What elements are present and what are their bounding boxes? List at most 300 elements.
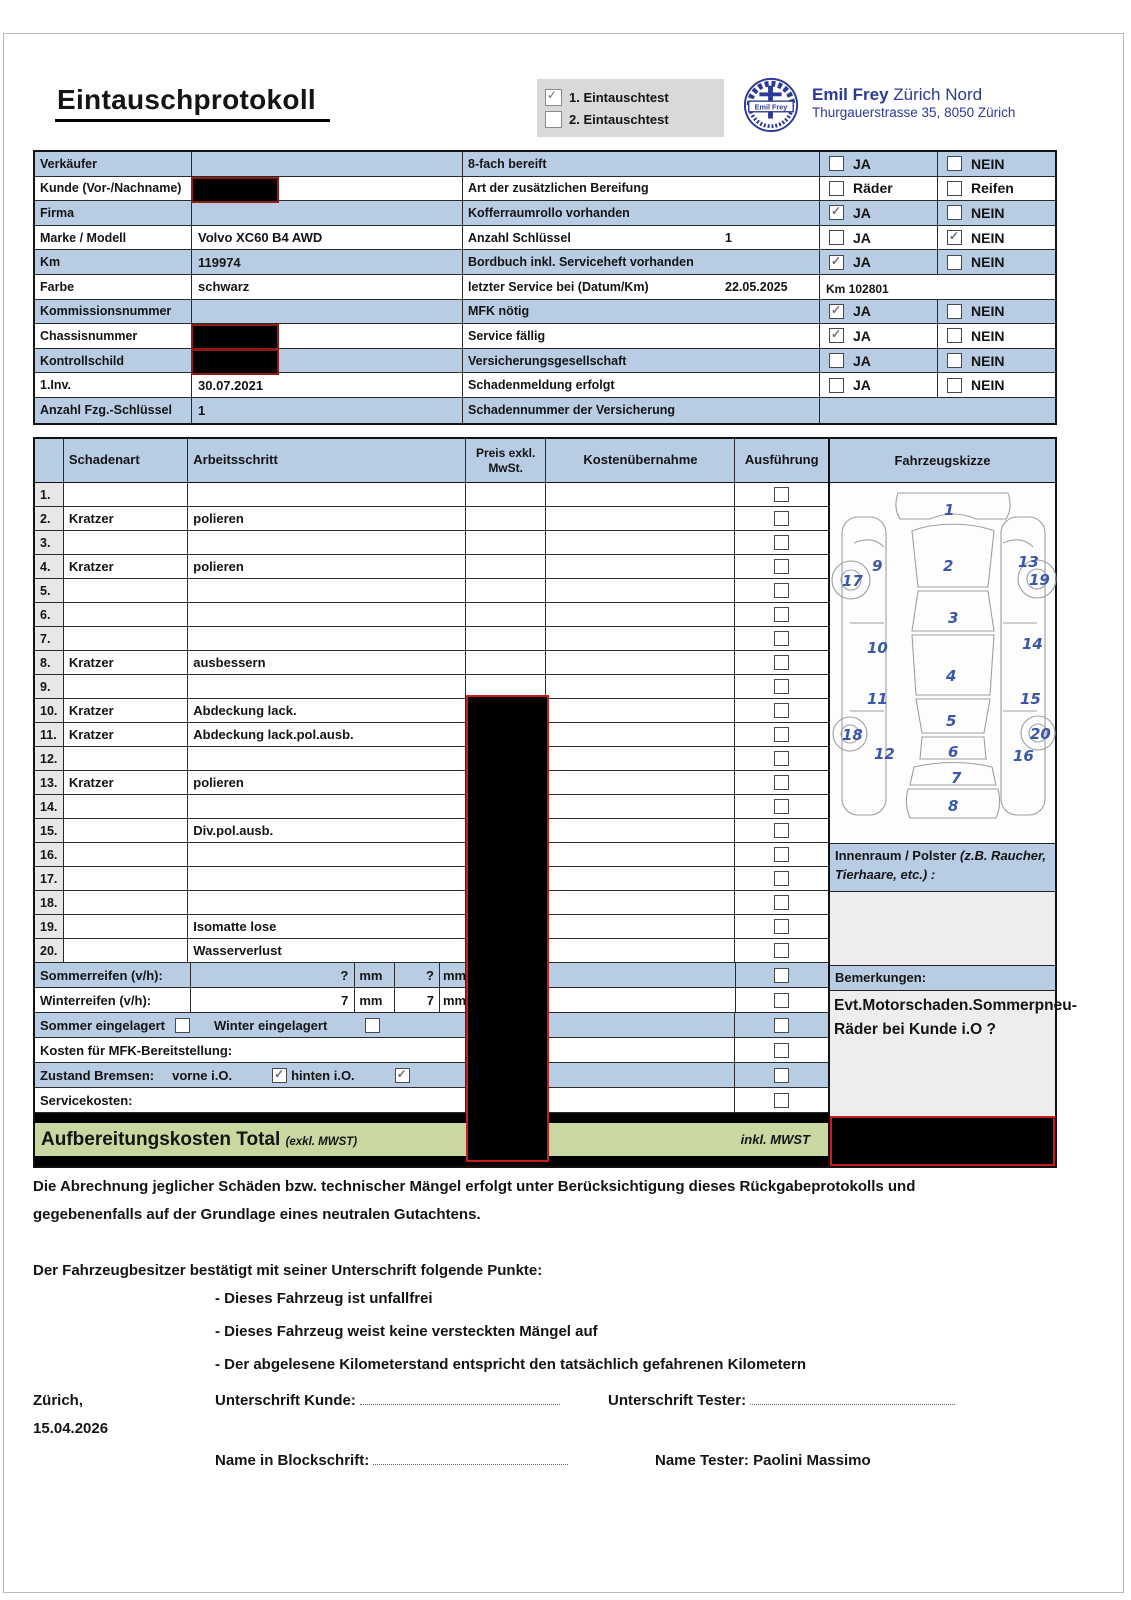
- ausfuehrung-checkbox[interactable]: [774, 583, 789, 598]
- kosten-cell[interactable]: [546, 795, 735, 818]
- winterreifen-row: [35, 988, 828, 1013]
- ausfuehrung-checkbox[interactable]: [774, 775, 789, 790]
- option-nein: [937, 250, 1055, 274]
- kosten-cell[interactable]: [546, 915, 735, 938]
- ausfuehrung-cell: [735, 555, 828, 578]
- ausfuehrung-cell: [736, 963, 829, 987]
- page-title: Eintauschprotokoll: [55, 84, 330, 122]
- ausfuehrung-checkbox[interactable]: [774, 919, 789, 934]
- punkt-item: - Der abgelesene Kilometerstand entspricht den tatsächlich gefahrenen Kilometern: [215, 1356, 806, 1373]
- schadenart-cell[interactable]: [64, 675, 188, 698]
- mm-unit: mm: [355, 963, 395, 987]
- info-mid-cell: [463, 275, 820, 299]
- arbeitsschritt-cell[interactable]: Wasserverlust: [188, 939, 466, 962]
- innenraum-hint: (z.B. Raucher, Tierhaare, etc.) :: [835, 848, 1046, 882]
- option-ja: [820, 152, 937, 176]
- ausfuehrung-cell: [736, 988, 829, 1012]
- ja-checkbox[interactable]: [829, 378, 844, 393]
- svg-text:1: 1: [944, 501, 955, 519]
- bestaetigung-punkte: [215, 1290, 806, 1389]
- nein-checkbox[interactable]: [947, 328, 962, 343]
- redaction-box: [191, 324, 279, 350]
- kosten-cell: [546, 1038, 735, 1062]
- ja-checkbox[interactable]: [829, 205, 844, 220]
- svg-text:2: 2: [943, 557, 954, 575]
- ausfuehrung-checkbox[interactable]: [774, 1043, 789, 1058]
- eingelagert-cell: [35, 1013, 466, 1037]
- ausfuehrung-checkbox[interactable]: [774, 655, 789, 670]
- ja-checkbox[interactable]: [829, 304, 844, 319]
- winter-eingelagert-checkbox[interactable]: [365, 1018, 380, 1033]
- ja-checkbox[interactable]: [829, 181, 844, 196]
- kosten-cell[interactable]: [546, 747, 735, 770]
- kosten-cell[interactable]: [546, 531, 735, 554]
- ausfuehrung-checkbox[interactable]: [774, 727, 789, 742]
- servicekosten-row: [35, 1088, 828, 1113]
- ja-label: JA: [853, 303, 871, 320]
- schadenart-cell[interactable]: [64, 483, 188, 506]
- info-value-field[interactable]: [192, 275, 463, 299]
- info-options-cell: [820, 373, 1055, 397]
- svg-text:12: 12: [874, 745, 895, 763]
- option-ja: [820, 373, 937, 397]
- ausfuehrung-checkbox[interactable]: [774, 703, 789, 718]
- kosten-cell[interactable]: [546, 483, 735, 506]
- damage-row: [35, 771, 828, 795]
- kosten-cell[interactable]: [546, 867, 735, 890]
- nein-label: NEIN: [971, 229, 1005, 246]
- ausfuehrung-checkbox[interactable]: [774, 607, 789, 622]
- mfk-kosten-row: [35, 1038, 828, 1063]
- schadenart-cell[interactable]: [64, 627, 188, 650]
- nein-checkbox[interactable]: [947, 181, 962, 196]
- schadenart-cell[interactable]: [64, 891, 188, 914]
- info-label: Kunde (Vor-/Nachname): [35, 177, 192, 201]
- ausfuehrung-checkbox[interactable]: [774, 871, 789, 886]
- info-mid-label: Schadenmeldung erfolgt: [468, 378, 615, 393]
- sommer-eingelagert-checkbox[interactable]: [175, 1018, 190, 1033]
- arbeitsschritt-cell[interactable]: [188, 603, 466, 626]
- damage-rows: [35, 483, 828, 963]
- mm-unit: mm: [440, 988, 466, 1012]
- ausfuehrung-checkbox[interactable]: [774, 993, 789, 1008]
- ja-label: JA: [853, 155, 871, 172]
- eingelagert-row: [35, 1013, 828, 1038]
- nein-checkbox[interactable]: [947, 230, 962, 245]
- bremsen-label: Zustand Bremsen:: [40, 1067, 155, 1083]
- option-ja: [820, 250, 937, 274]
- info-mid-cell: [463, 349, 820, 373]
- ausfuehrung-cell: [735, 795, 828, 818]
- arbeitsschritt-cell[interactable]: polieren: [188, 771, 466, 794]
- servicekosten-label: Servicekosten:: [35, 1088, 466, 1112]
- arbeitsschritt-cell[interactable]: polieren: [188, 555, 466, 578]
- winterreifen-vorne-value[interactable]: 7: [191, 988, 355, 1012]
- info-options-cell: [820, 201, 1055, 225]
- ausfuehrung-checkbox[interactable]: [774, 1068, 789, 1083]
- schadenart-cell[interactable]: [64, 531, 188, 554]
- kosten-cell[interactable]: [546, 627, 735, 650]
- info-mid-cell: [463, 300, 820, 324]
- ausfuehrung-cell: [735, 531, 828, 554]
- ja-checkbox[interactable]: [829, 353, 844, 368]
- arbeitsschritt-cell[interactable]: [188, 531, 466, 554]
- info-row: [35, 324, 1055, 349]
- arbeitsschritt-cell[interactable]: [188, 795, 466, 818]
- schadenart-cell[interactable]: Kratzer: [64, 507, 188, 530]
- info-row: [35, 177, 1055, 202]
- option-nein: [937, 177, 1055, 201]
- damage-row: [35, 819, 828, 843]
- ausfuehrung-cell: [735, 675, 828, 698]
- arbeitsschritt-cell[interactable]: Abdeckung lack.pol.ausb.: [188, 723, 466, 746]
- header-ausfuehrung: Ausführung: [744, 452, 819, 468]
- arbeitsschritt-cell[interactable]: [188, 579, 466, 602]
- kosten-cell: [546, 1088, 735, 1112]
- header-schadenart: Schadenart: [64, 439, 188, 482]
- ja-checkbox[interactable]: [829, 156, 844, 171]
- header-arbeitsschritt: Arbeitsschritt: [188, 439, 466, 482]
- preis-cell[interactable]: [466, 555, 547, 578]
- svg-text:11: 11: [867, 690, 888, 708]
- info-mid-label: Service fällig: [468, 328, 546, 343]
- info-value-field[interactable]: [192, 201, 463, 225]
- arbeitsschritt-cell[interactable]: [188, 627, 466, 650]
- damage-row: [35, 555, 828, 579]
- ja-label: JA: [853, 327, 871, 344]
- ausfuehrung-checkbox[interactable]: [774, 487, 789, 502]
- schadenart-cell[interactable]: [64, 603, 188, 626]
- eintauschtest-checkbox[interactable]: [545, 111, 562, 128]
- eintauschtest-label: 2. Eintauschtest: [569, 111, 669, 127]
- schadenart-cell[interactable]: Kratzer: [64, 723, 188, 746]
- ausfuehrung-cell: [735, 651, 828, 674]
- ausfuehrung-checkbox[interactable]: [774, 847, 789, 862]
- total-redaction-box: [830, 1116, 1055, 1166]
- nein-checkbox[interactable]: [947, 255, 962, 270]
- row-number: 19.: [35, 915, 64, 938]
- punkt-item: - Dieses Fahrzeug ist unfallfrei: [215, 1290, 433, 1307]
- ja-nein-options: [820, 201, 1055, 225]
- arbeitsschritt-cell[interactable]: [188, 747, 466, 770]
- service-km-note: Km 102801: [826, 282, 889, 297]
- row-number: 13.: [35, 771, 64, 794]
- arbeitsschritt-cell[interactable]: ausbessern: [188, 651, 466, 674]
- ausfuehrung-cell: [735, 627, 828, 650]
- schadenart-cell[interactable]: Kratzer: [64, 555, 188, 578]
- nein-label: NEIN: [971, 327, 1005, 344]
- vehicle-info-table: [33, 150, 1057, 425]
- ausfuehrung-checkbox[interactable]: [774, 1093, 789, 1108]
- nein-checkbox[interactable]: [947, 378, 962, 393]
- info-value-field[interactable]: [192, 177, 463, 201]
- unterschrift-tester-row: [608, 1392, 955, 1409]
- kosten-cell[interactable]: [546, 819, 735, 842]
- damage-row: [35, 579, 828, 603]
- info-mid-cell: [463, 398, 820, 423]
- nein-label: NEIN: [971, 204, 1005, 221]
- header-preis: Preis exkl. MwSt.: [466, 439, 547, 482]
- name-blockschrift-row: [215, 1452, 568, 1469]
- schadenart-cell[interactable]: [64, 915, 188, 938]
- name-tester-label: Name Tester:: [655, 1452, 749, 1469]
- ausfuehrung-cell: [735, 747, 828, 770]
- row-number: 15.: [35, 819, 64, 842]
- row-number: 12.: [35, 747, 64, 770]
- info-value-field[interactable]: [192, 300, 463, 324]
- option-nein: [937, 201, 1055, 225]
- info-value: 1: [198, 402, 206, 418]
- svg-text:18: 18: [842, 726, 863, 744]
- kosten-cell[interactable]: [546, 651, 735, 674]
- kosten-cell[interactable]: [546, 507, 735, 530]
- damage-row: [35, 699, 828, 723]
- test-row: [545, 86, 724, 108]
- option-ja: [820, 349, 937, 373]
- info-label: Kommissionsnummer: [35, 300, 192, 324]
- info-value-field[interactable]: [192, 398, 463, 423]
- arbeitsschritt-cell[interactable]: polieren: [188, 507, 466, 530]
- row-number: 20.: [35, 939, 64, 962]
- schadenart-cell[interactable]: [64, 579, 188, 602]
- ausfuehrung-cell: [735, 939, 828, 962]
- ja-nein-options: [820, 152, 1055, 176]
- option-ja: [820, 324, 937, 348]
- schadenart-cell[interactable]: [64, 867, 188, 890]
- preis-cell[interactable]: [466, 603, 547, 626]
- info-options-cell: [820, 398, 1055, 423]
- schadenart-cell[interactable]: Kratzer: [64, 651, 188, 674]
- ausfuehrung-checkbox[interactable]: [774, 895, 789, 910]
- nein-checkbox[interactable]: [947, 205, 962, 220]
- schadenart-cell[interactable]: Kratzer: [64, 771, 188, 794]
- svg-text:19: 19: [1029, 571, 1050, 589]
- svg-text:4: 4: [946, 667, 957, 685]
- arbeitsschritt-cell[interactable]: [188, 891, 466, 914]
- ausfuehrung-checkbox[interactable]: [774, 511, 789, 526]
- schadenart-cell[interactable]: [64, 819, 188, 842]
- ausfuehrung-checkbox[interactable]: [774, 535, 789, 550]
- sommerreifen-hinten-value[interactable]: ?: [395, 963, 440, 987]
- ausfuehrung-checkbox[interactable]: [774, 559, 789, 574]
- kosten-cell[interactable]: [546, 771, 735, 794]
- ausfuehrung-checkbox[interactable]: [774, 968, 789, 983]
- schadenart-cell[interactable]: [64, 747, 188, 770]
- bremsen-cell: [35, 1063, 466, 1087]
- winterreifen-hinten-value[interactable]: 7: [395, 988, 440, 1012]
- ja-nein-options: [820, 300, 1055, 324]
- info-options-cell: [820, 300, 1055, 324]
- arbeitsschritt-cell[interactable]: [188, 843, 466, 866]
- row-number: 6.: [35, 603, 64, 626]
- bremsen-vorne-checkbox[interactable]: [272, 1068, 287, 1083]
- unterschrift-kunde-line[interactable]: [360, 1392, 560, 1405]
- svg-text:13: 13: [1018, 553, 1039, 571]
- bremsen-hinten-checkbox[interactable]: [395, 1068, 410, 1083]
- info-mid-cell: [463, 201, 820, 225]
- bremsen-hinten-label: hinten i.O.: [291, 1067, 355, 1083]
- ausfuehrung-checkbox[interactable]: [774, 631, 789, 646]
- nein-checkbox[interactable]: [947, 156, 962, 171]
- info-value: schwarz: [198, 279, 250, 295]
- svg-text:17: 17: [842, 572, 863, 590]
- preis-cell[interactable]: [466, 627, 547, 650]
- kosten-cell[interactable]: [546, 555, 735, 578]
- info-value-field[interactable]: [192, 324, 463, 348]
- info-mid-label: letzter Service bei (Datum/Km): [468, 279, 649, 294]
- svg-text:15: 15: [1020, 690, 1041, 708]
- ja-checkbox[interactable]: [829, 255, 844, 270]
- ausfuehrung-cell: [735, 915, 828, 938]
- ja-nein-options: [820, 324, 1055, 348]
- fahrzeugskizze-header: Fahrzeugskizze: [830, 439, 1055, 483]
- kosten-cell[interactable]: [546, 579, 735, 602]
- row-number: 4.: [35, 555, 64, 578]
- nein-label: NEIN: [971, 303, 1005, 320]
- test-checkbox-panel: [537, 79, 724, 137]
- winter-eingelagert-label: Winter eingelagert: [214, 1017, 328, 1033]
- schadenart-cell[interactable]: [64, 795, 188, 818]
- info-mid-value: 22.05.2025: [725, 279, 788, 294]
- ausfuehrung-checkbox[interactable]: [774, 679, 789, 694]
- svg-text:10: 10: [867, 639, 888, 657]
- ausfuehrung-checkbox[interactable]: [774, 943, 789, 958]
- arbeitsschritt-cell[interactable]: Div.pol.ausb.: [188, 819, 466, 842]
- svg-text:Emil Frey: Emil Frey: [754, 102, 788, 112]
- info-row: [35, 398, 1055, 423]
- info-value-field[interactable]: [192, 250, 463, 274]
- info-value-field[interactable]: [192, 152, 463, 176]
- kosten-cell[interactable]: [546, 939, 735, 962]
- abrechnung-paragraph: Die Abrechnung jeglicher Schäden bzw. technischer Mängel erfolgt unter Berücksichtigung dieses Rückgabeprotokolls und gegebenenfalls auf der Grundlage eines neutralen Gutachtens.: [33, 1178, 916, 1223]
- name-blockschrift-line[interactable]: [373, 1452, 568, 1465]
- ausfuehrung-cell: [735, 507, 828, 530]
- kosten-cell[interactable]: [546, 699, 735, 722]
- unterschrift-tester-line[interactable]: [750, 1392, 955, 1405]
- info-value: Volvo XC60 B4 AWD: [198, 230, 323, 246]
- emil-frey-logo-icon: [742, 76, 800, 139]
- info-row: [35, 275, 1055, 300]
- kosten-cell[interactable]: [546, 891, 735, 914]
- info-label: Marke / Modell: [35, 226, 192, 250]
- option-nein: [937, 300, 1055, 324]
- info-mid-cell: [463, 373, 820, 397]
- sketch-panel: [830, 437, 1077, 1168]
- arbeitsschritt-cell[interactable]: [188, 675, 466, 698]
- preis-cell[interactable]: [466, 507, 547, 530]
- signature-city: Zürich,: [33, 1392, 84, 1409]
- row-number: 11.: [35, 723, 64, 746]
- innenraum-notes-area[interactable]: [830, 891, 1055, 965]
- preis-cell[interactable]: [466, 579, 547, 602]
- name-blockschrift-label: Name in Blockschrift:: [215, 1452, 370, 1469]
- company-block: [812, 84, 1015, 122]
- arbeitsschritt-cell[interactable]: [188, 867, 466, 890]
- unterschrift-kunde-row: [215, 1392, 560, 1409]
- company-address: Thurgauerstrasse 35, 8050 Zürich: [812, 105, 1016, 121]
- info-options-cell: [820, 226, 1055, 250]
- svg-text:16: 16: [1013, 747, 1034, 765]
- info-label: Farbe: [35, 275, 192, 299]
- innenraum-header: [830, 843, 1055, 891]
- info-value-field[interactable]: [192, 349, 463, 373]
- nein-label: NEIN: [971, 377, 1005, 394]
- unterschrift-tester-label: Unterschrift Tester:: [608, 1392, 747, 1409]
- row-number: 3.: [35, 531, 64, 554]
- ausfuehrung-checkbox[interactable]: [774, 751, 789, 766]
- info-mid-label: Anzahl Schlüssel: [468, 230, 571, 245]
- preis-cell[interactable]: [466, 651, 547, 674]
- ja-nein-options: [820, 226, 1055, 250]
- schadenart-cell[interactable]: [64, 939, 188, 962]
- sommerreifen-row: [35, 963, 828, 988]
- info-row: [35, 300, 1055, 325]
- option-ja: [820, 177, 937, 201]
- option-nein: [937, 349, 1055, 373]
- kosten-cell[interactable]: [546, 843, 735, 866]
- info-row: [35, 250, 1055, 275]
- punkt-item: - Dieses Fahrzeug weist keine versteckten Mängel auf: [215, 1323, 598, 1340]
- ausfuehrung-checkbox[interactable]: [774, 799, 789, 814]
- test-row: [545, 108, 724, 130]
- bemerkungen-text[interactable]: Evt.Motorschaden.Sommerpneu-Räder bei Kunde i.O ?: [830, 990, 1055, 1116]
- kosten-cell[interactable]: [546, 603, 735, 626]
- row-number: 18.: [35, 891, 64, 914]
- option-ja: [820, 201, 937, 225]
- info-label: Km: [35, 250, 192, 274]
- arbeitsschritt-cell[interactable]: Isomatte lose: [188, 915, 466, 938]
- info-value-field[interactable]: [192, 373, 463, 397]
- ausfuehrung-checkbox[interactable]: [774, 1018, 789, 1033]
- preis-cell[interactable]: [466, 531, 547, 554]
- ja-nein-options: [820, 349, 1055, 373]
- name-tester-value: Paolini Massimo: [753, 1452, 871, 1469]
- info-label: 1.Inv.: [35, 373, 192, 397]
- kosten-cell: [546, 1013, 735, 1037]
- damage-row: [35, 651, 828, 675]
- ja-label: Räder: [853, 180, 893, 197]
- info-options-cell: [820, 349, 1055, 373]
- ausfuehrung-cell: [735, 603, 828, 626]
- name-tester-row: [655, 1452, 871, 1469]
- svg-text:7: 7: [951, 769, 962, 787]
- nein-checkbox[interactable]: [947, 353, 962, 368]
- damage-row: [35, 891, 828, 915]
- preis-cell[interactable]: [466, 483, 547, 506]
- ausfuehrung-cell: [735, 819, 828, 842]
- schadenart-cell[interactable]: Kratzer: [64, 699, 188, 722]
- eintauschtest-checkbox[interactable]: [545, 89, 562, 106]
- sommerreifen-vorne-value[interactable]: ?: [191, 963, 355, 987]
- bremsen-row: [35, 1063, 828, 1088]
- ja-checkbox[interactable]: [829, 328, 844, 343]
- ja-checkbox[interactable]: [829, 230, 844, 245]
- kosten-cell[interactable]: [546, 723, 735, 746]
- kosten-cell[interactable]: [546, 675, 735, 698]
- info-label: Chassisnummer: [35, 324, 192, 348]
- arbeitsschritt-cell[interactable]: Abdeckung lack.: [188, 699, 466, 722]
- info-value: 30.07.2021: [198, 377, 264, 393]
- info-value-field[interactable]: [192, 226, 463, 250]
- kosten-cell: [547, 963, 736, 987]
- arbeitsschritt-cell[interactable]: [188, 483, 466, 506]
- company-name: Emil Frey Zürich Nord: [812, 85, 983, 104]
- schadenart-cell[interactable]: [64, 843, 188, 866]
- damage-row: [35, 531, 828, 555]
- row-number: 14.: [35, 795, 64, 818]
- nein-checkbox[interactable]: [947, 304, 962, 319]
- ausfuehrung-checkbox[interactable]: [774, 823, 789, 838]
